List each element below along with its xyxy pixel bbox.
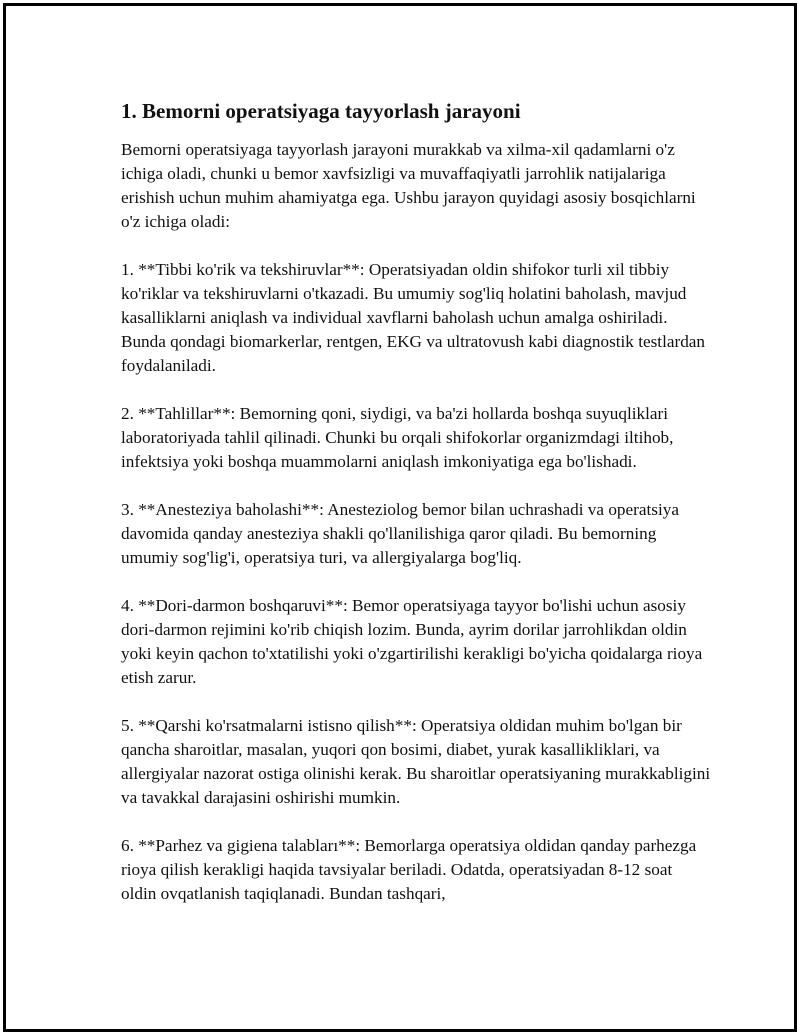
page-frame <box>3 3 797 1032</box>
paragraph-tests: 2. **Tahlillar**: Bemorning qoni, siydigi, va ba'zi hollarda boshqa suyuqliklari laboratoriyada tahlil qilinadi. Chunki bu orqali shifokorlar organizmdagi iltihob, infektsiya yoki boshqa muammolarni aniqlash imkoniyatiga ega bo'lishadi. <box>121 404 674 471</box>
paragraph-contraindications: 5. **Qarshi ko'rsatmalarni istisno qilish**: Operatsiya oldidan muhim bo'lgan bir qancha sharoitlar, masalan, yuqori qon bosimi, diabet, yurak kasallikliklari, va allergiyalar nazorat ostiga olinishi kerak. Bu sharoitlar operatsiyaning murakkabligini va tavakkal darajasini oshirishi mumkin. <box>121 716 711 807</box>
intro-paragraph: Bemorni operatsiyaga tayyorlash jarayoni murakkab va xilma-xil qadamlarni o'z ichiga oladi, chunki u bemor xavfsizligi va muvaffaqiyatli jarrohlik natijalariga erishish uchun muhim ahamiyatga ega. Ushbu jarayon quyidagi asosiy bosqichlarni o'z ichiga oladi: <box>121 140 696 231</box>
paragraph-diet-hygiene: 6. **Parhez va gigiena talabları**: Bemorlarga operatsiya oldidan qanday parhezga rioya qilish kerakligi haqida tavsiyalar beriladi. Odatda, operatsiyadan 8-12 soat oldin ovqatlanish taqiqlanadi. Bundan tashqari, <box>121 836 697 903</box>
paragraph-medical-exam: 1. **Tibbi ko'rik va tekshiruvlar**: Operatsiyadan oldin shifokor turli xil tibbiy ko'riklar va tekshiruvlarni o'tkazadi. Bu umumiy sog'liq holatini baholash, mavjud kasalliklarni aniqlash va individual xavflarni baholash uchun amalga oshiriladi. Bunda qondagi biomarkerlar, rentgen, EKG va ultratovush kabi diagnostik testlardan foydalaniladi. <box>121 260 706 375</box>
paragraph-anesthesia: 3. **Anesteziya baholashi**: Anesteziolog bemor bilan uchrashadi va operatsiya davomida qanday anesteziya shakli qo'llanilishiga qaror qiladi. Bu bemorning umumiy sog'lig'i, operatsiya turi, va allergiyalarga bog'liq. <box>121 500 679 567</box>
section-heading: 1. Bemorni operatsiyaga tayyorlash jarayoni <box>121 99 521 123</box>
document-body <box>121 98 711 930</box>
paragraph-medication: 4. **Dori-darmon boshqaruvi**: Bemor operatsiyaga tayyor bo'lishi uchun asosiy dori-darmon rejimini ko'rib chiqish lozim. Bunda, ayrim dorilar jarrohlikdan oldin yoki keyin qachon to'xtatilishi yoki o'zgartirilishi kerakligi bo'yicha qoidalarga rioya etish zarur. <box>121 596 703 687</box>
